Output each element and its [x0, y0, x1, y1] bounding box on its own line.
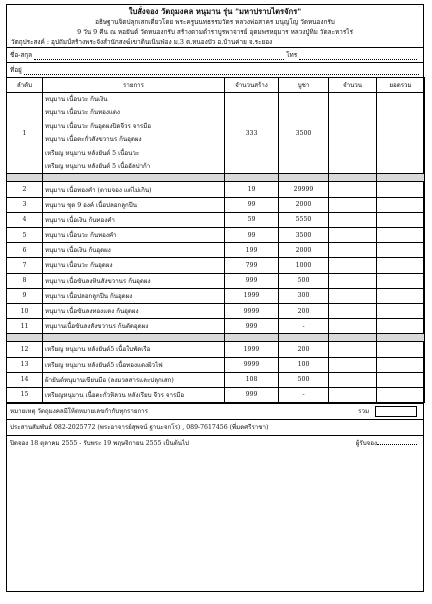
set-item: เหรียญ หนุมาน หลังยันต์ 5 เนื้อนวะ	[45, 149, 140, 157]
table-row	[7, 288, 425, 303]
row-amount-field[interactable]	[329, 357, 377, 372]
row-total-field[interactable]	[377, 93, 425, 174]
row-total-field[interactable]	[377, 182, 425, 197]
col-total: ยอดรวม	[377, 78, 425, 93]
row-no: 13	[7, 357, 43, 372]
table-row	[7, 197, 425, 212]
row-no: 14	[7, 372, 43, 387]
table-row	[7, 342, 425, 357]
row-qty: 199	[225, 243, 279, 258]
row-item: หนุมาน เนื้อขันลงหินสังขวานร ก้นอุดผง	[43, 273, 225, 288]
row-no: 8	[7, 273, 43, 288]
orderer-field[interactable]	[377, 436, 417, 445]
row-total-field[interactable]	[377, 303, 425, 318]
row-total-field[interactable]	[377, 228, 425, 243]
row-no: 2	[7, 182, 43, 197]
table-row	[7, 319, 425, 334]
col-price: บูชา	[279, 78, 329, 93]
row-amount-field[interactable]	[329, 212, 377, 227]
row-amount-field[interactable]	[329, 228, 377, 243]
row-total-field[interactable]	[377, 372, 425, 387]
row-qty: 19	[225, 182, 279, 197]
row-amount-field[interactable]	[329, 288, 377, 303]
row-qty: 108	[225, 372, 279, 387]
table-row	[7, 243, 425, 258]
table-row	[7, 357, 425, 372]
row-amount-field[interactable]	[329, 93, 377, 174]
group-3-rows	[7, 342, 425, 403]
row-qty: 999	[225, 387, 279, 402]
row-item: หนุมาน เนื้อขันลงทองแดง ก้นอุดผง	[43, 303, 225, 318]
contact-text: ประสานสัมพันธ์ 082-2025772 (พระอาจารย์สุพจน์ ฐานะจกโร) , 089-7617456 (พี่มดศรีราชา)	[10, 424, 269, 432]
row-total-field[interactable]	[377, 243, 425, 258]
row-amount-field[interactable]	[329, 319, 377, 334]
row-item: หนุมาน ชุด 9 องค์ เนื้อปลอกลูกปืน	[43, 197, 225, 212]
table-row	[7, 228, 425, 243]
row-total-field[interactable]	[377, 197, 425, 212]
note-text: หมายเหตุ วัตถุมงคลมีให้ตหมายเลขกำกับทุกรายการ	[10, 408, 148, 416]
set-item: หนุมาน เนื้อนวะ ก้นทองแดง	[45, 109, 120, 117]
row-amount-field[interactable]	[329, 197, 377, 212]
phone-label: โทร	[286, 51, 298, 59]
col-qty-made: จำนวนสร้าง	[225, 78, 279, 93]
row-no: 4	[7, 212, 43, 227]
row-price: 29999	[279, 182, 329, 197]
row-item: หนุมาน เนื้อปลอกลูกปืน ก้นอุดผง	[43, 288, 225, 303]
row-item: ผ้ายันต์หนุมานเขียนมือ (ลงมวลสารและปลุกเสก)	[43, 372, 225, 387]
row-total-field[interactable]	[377, 258, 425, 273]
row-qty: 9999	[225, 303, 279, 318]
row-amount-field[interactable]	[329, 303, 377, 318]
order-form	[6, 4, 426, 596]
row-amount-field[interactable]	[329, 387, 377, 402]
set-item: หนุมาน เนื้อนวะ ก้นอุดผงปิดจีวร จารมือ	[45, 122, 152, 130]
table-row-set-1	[7, 93, 425, 174]
header-line-3: 9 วัน 9 คืน ณ หอยันต์ วัดหนองกรับ สร้างตามตำราบูรพาจารย์ อุดมพรหยุมาร หลวงปู่ทิม วัดละหารไร่	[77, 28, 353, 36]
row-price: 2000	[279, 243, 329, 258]
col-amount: จำนวน	[329, 78, 377, 93]
closing-row	[7, 435, 423, 451]
row-qty: 799	[225, 258, 279, 273]
row-price: 5550	[279, 212, 329, 227]
table-row	[7, 182, 425, 197]
row-price: 1000	[279, 258, 329, 273]
table-row	[7, 303, 425, 318]
row-items	[43, 93, 225, 174]
row-no: 15	[7, 387, 43, 402]
table-row	[7, 387, 425, 402]
row-price: 3500	[279, 93, 329, 174]
row-no: 11	[7, 319, 43, 334]
row-amount-field[interactable]	[329, 258, 377, 273]
form-title: ใบสั่งจอง วัตถุมงคล หนุมาน รุ่น "มหาปราบไตรจักร"	[128, 7, 302, 16]
row-no: 7	[7, 258, 43, 273]
order-table	[6, 77, 425, 403]
orderer-area	[356, 436, 417, 451]
row-price: 3500	[279, 228, 329, 243]
table-row	[7, 212, 425, 227]
table-row	[7, 273, 425, 288]
row-amount-field[interactable]	[329, 182, 377, 197]
row-total-field[interactable]	[377, 288, 425, 303]
name-row	[7, 47, 423, 62]
orderer-label: ผู้รับจอง	[355, 440, 377, 448]
row-no: 5	[7, 228, 43, 243]
table-row	[7, 372, 425, 387]
row-no: 6	[7, 243, 43, 258]
row-item: หนุมาน เนื้อทองคำ (ตามจอง แต่ไม่เกิน)	[43, 182, 225, 197]
row-no: 3	[7, 197, 43, 212]
row-qty: 99	[225, 197, 279, 212]
row-qty: 99	[225, 228, 279, 243]
row-price: 500	[279, 273, 329, 288]
row-total-field[interactable]	[377, 273, 425, 288]
form-header	[7, 5, 423, 47]
section-divider	[7, 334, 425, 342]
address-field[interactable]	[24, 65, 419, 75]
row-total-field[interactable]	[377, 319, 425, 334]
row-item: เหรียญหนุมาน เนื้อตะกั่วหิลวน หลังเรียบ จีวร จารมือ	[43, 387, 225, 402]
grand-total-field[interactable]	[375, 406, 417, 417]
row-price: -	[279, 387, 329, 402]
row-price: 2000	[279, 197, 329, 212]
address-row	[7, 62, 423, 77]
row-amount-field[interactable]	[329, 273, 377, 288]
row-total-field[interactable]	[377, 357, 425, 372]
name-label: ชื่อ-สกุล	[10, 51, 33, 59]
row-price: -	[279, 319, 329, 334]
header-line-2: อธิษฐานจิตปลุกเสกเดี่ยวโดย พระครูนนทธรรมวัตร หลวงพ่อสาคร มนุญโญ วัดหนองกรับ	[95, 18, 335, 26]
row-price: 500	[279, 372, 329, 387]
row-price: 200	[279, 342, 329, 357]
closing-text: ปิดจอง 18 ตุลาคม 2555 - รับพระ 19 พฤษจิกายน 2555 เป็นต้นไป	[10, 440, 189, 448]
row-qty: 999	[225, 273, 279, 288]
row-amount-field[interactable]	[329, 372, 377, 387]
row-amount-field[interactable]	[329, 342, 377, 357]
group-2-rows	[7, 182, 425, 334]
row-item: หนุมานเนื้อขันลงสังขวานร ก้นตัดอุดผง	[43, 319, 225, 334]
row-qty: 1999	[225, 342, 279, 357]
row-qty: 1999	[225, 288, 279, 303]
phone-field[interactable]	[299, 50, 417, 60]
contact-row	[7, 419, 423, 435]
table-row	[7, 258, 425, 273]
row-no: 9	[7, 288, 43, 303]
row-price: 300	[279, 288, 329, 303]
row-total-field[interactable]	[377, 212, 425, 227]
row-item: เหรียญ หนุมาน หลังยันต์5 เนื้อใบพัดเรือ	[43, 342, 225, 357]
set-item: เหรียญ หนุมาน หลังยันต์ 5 เนื้ออัลปาก้า	[45, 163, 151, 171]
header-line-4: วัตถุประสงค์ : อุปถัมป์สร้างพระจังสำนักสงฆ์เขาดินเนินฟ่อง ม.3 ต.หนองบัว อ.บ้านค่าย จ.ระยอง	[11, 38, 273, 46]
row-amount-field[interactable]	[329, 243, 377, 258]
set-item: หนุมาน เนื้อตะกั่วสังขวานร ก้นอุดผง	[45, 136, 142, 144]
set-item: หนุมาน เนื้อนวะ ก้นเงิน	[45, 96, 108, 103]
row-no: 1	[7, 93, 43, 174]
row-qty: 999	[225, 319, 279, 334]
row-qty: 59	[225, 212, 279, 227]
row-qty: 9999	[225, 357, 279, 372]
table-header-row	[7, 78, 425, 93]
row-no: 10	[7, 303, 43, 318]
row-item: หนุมาน เนื้อนวะ ก้นทองคำ	[43, 228, 225, 243]
section-divider	[7, 174, 425, 182]
address-label: ที่อยู่	[10, 66, 22, 74]
row-qty: 333	[225, 93, 279, 174]
row-total-field[interactable]	[377, 342, 425, 357]
name-field[interactable]	[34, 50, 284, 60]
total-label: รวม	[358, 408, 370, 416]
total-area	[358, 404, 417, 419]
form-frame	[6, 4, 424, 592]
row-total-field[interactable]	[377, 387, 425, 402]
col-item: รายการ	[43, 78, 225, 93]
row-no: 12	[7, 342, 43, 357]
row-item: หนุมาน เนื้อเงิน ก้นทองคำ	[43, 212, 225, 227]
col-no: ลำดับ	[7, 78, 43, 93]
row-price: 200	[279, 303, 329, 318]
row-price: 100	[279, 357, 329, 372]
row-item: เหรียญ หนุมาน หลังยันต์5 เนื้อทองแดงผิวไฟ	[43, 357, 225, 372]
row-item: หนุมาน เนื้อเงิน ก้นอุดผง	[43, 243, 225, 258]
row-item: หนุมาน เนื้อนวะ ก้นอุดผง	[43, 258, 225, 273]
note-row	[7, 403, 423, 419]
